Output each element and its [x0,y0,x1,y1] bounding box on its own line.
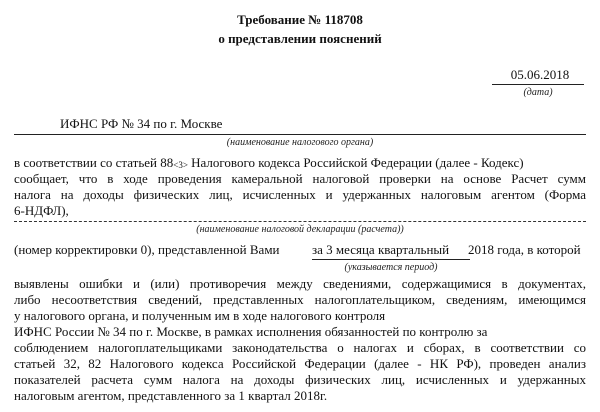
declaration-hint: (наименование налоговой декларации (расчета)) [196,224,404,235]
body-line: налоговым агентом, представленного за 1 квартал 2018г. [14,388,328,403]
body-line-correction: (номер корректировки 0), представленной Вами [14,242,280,257]
document-title: Требование № 118708 [237,12,363,27]
period-underline [312,259,470,260]
body-line: сообщает, что в ходе проведения камеральной налоговой проверки на основе Расчет сумм [14,171,586,186]
body-line: у налогового органа, и полученным им в ходе налогового контроля [14,308,386,323]
body-line: выявлены ошибки и (или) противоречия между сведениями, содержащимися в документах, [14,276,586,291]
body-line: соблюдением налогоплательщиками законодательства о налогах и сборах, в соответствии со [14,340,586,355]
date-hint: (дата) [523,87,553,98]
period-hint: (указывается период) [344,262,438,273]
body-line: в соответствии со статьей $88_{<3>}$ Налогового кодекса Российской Федерации (далее - Кодекс) [14,155,524,170]
body-line: показателей расчета сумм налога на доходы физических лиц, исчисленных и удержанных [14,372,586,387]
tax-organ-underline [14,134,586,135]
body-line: 6-НДФЛ), [14,203,69,218]
body-line-year: 2018 года, в которой [468,242,581,257]
date-underline [492,84,584,85]
body-line: либо несоответствия сведений, представленных налогоплательщиком, сведениям, имеющимся [14,292,586,307]
tax-organ-hint: (наименование налогового органа) [226,137,374,148]
body-line: налога на доходы физических лиц, исчисленных и удержанных налоговым агентом (Форма [14,187,586,202]
tax-organ-name: ИФНС РФ № 34 по г. Москве [60,116,223,131]
body-line-period: за 3 месяца квартальный [312,242,450,257]
document-subtitle: о представлении пояснений [218,31,382,46]
footnote-ref: <3> [173,160,188,170]
body-line: ИФНС России № 34 по г. Москве, в рамках исполнения обязанностей по контролю за [14,324,488,339]
date-value: 05.06.2018 [510,67,570,82]
declaration-underline [14,221,586,222]
body-line: статьей 32, 82 Налогового кодекса Российской Федерации (далее - НК РФ), проведен анализ [14,356,586,371]
